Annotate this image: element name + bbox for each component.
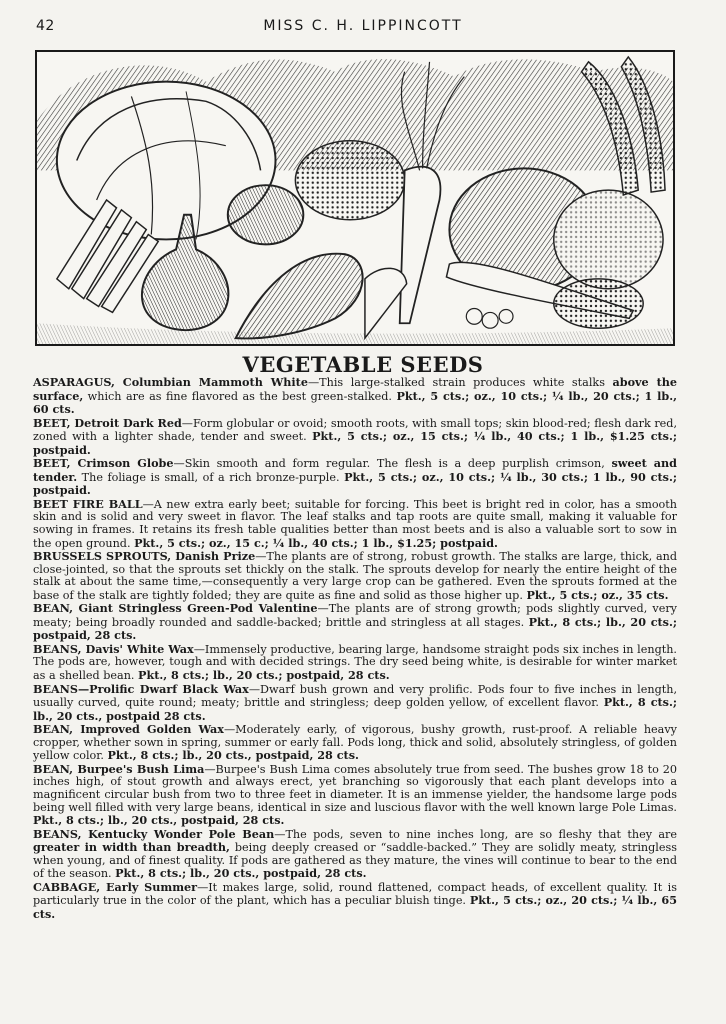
entry-description: —The pods, seven to nine inches long, are so fleshy that they are [274,827,677,841]
entry-beans-black-wax [33,683,677,724]
entry-description: —It makes large, solid, round flattened, compact heads, of excellent quality. It is particularly true in the color of the plant, which has a peculiar bluish tinge. [33,880,677,908]
entry-description-cont: being deeply creased or “saddle-backed.” They are solidly meaty, stringless when young, and of finest quality. If pods are gathered as they mature, the vines will continue to bear to the end of the season. [33,841,677,881]
catalog-entries [33,376,677,921]
entry-description: —A new extra early beet; suitable for forcing. This beet is bright red in color, has a smooth skin and is solid and very sweet in flavor. The leaf stalks and tap roots are quite small, making it valuable for sowing in frames. It retains its fresh table qualities better than most beets and is also a valuable sort to sow in the open ground. [33,497,677,550]
vegetable-illustration [35,50,675,346]
section-title: VEGETABLE SEEDS [242,352,484,377]
entry-name: BEAN, Giant Stringless Green-Pod Valentine [33,601,318,616]
entry-description: —Dwarf bush grown and very prolific. Pods four to five inches in length, usually curved, quite round; meaty; brittle and stringless; deep golden yellow, of excellent flavor. [33,682,678,710]
entry-description: —Form globular or ovoid; smooth roots, with small tops; skin blood-red; flesh dark red, zoned with a lighter shade, tender and sweet. [33,416,677,444]
entry-price: Pkt., 8 cts.; lb., 20 cts., postpaid, 28 cts. [115,866,367,881]
entry-price: Pkt., 5 cts.; oz., 15 cts.; ¼ lb., 40 cts.; 1 lb., $1.25 cts.; postpaid. [33,429,677,457]
entry-name: BEAN, Burpee's Bush Lima [33,761,205,776]
entry-description: —This large-stalked strain produces white stalks [307,376,613,389]
entry-name: ASPARAGUS, Columbian Mammoth White [33,375,308,389]
entry-emphasis: above the surface, [33,375,677,403]
entry-name: BEET, Crimson Globe [33,456,174,471]
entry-description: —Burpee's Bush Lima comes absolutely true from seed. The bushes grow 18 to 20 inches high, of stout growth and always erect, yet branching so vigorously that each plant develops into a magnificent circular bush from two to three feet in diameter. It is an immense yielder, the handsome large pods being well filled with very large beans, identical in size and luscious flavor with the well known large Pole Limas. [33,762,677,814]
entry-asparagus [33,376,677,417]
vegetable-still-life-engraving [37,52,673,344]
entry-name: CABBAGE, Early Summer [33,879,198,894]
entry-beet-fire-ball [33,498,677,550]
entry-description: —The plants are of strong growth; pods slightly curved, very meaty; being broadly rounded and saddle-backed; brittle and stringless at all stages. [33,602,677,629]
running-head: MISS C. H. LIPPINCOTT [263,18,463,34]
entry-name: BEET, Detroit Dark Red [33,415,182,430]
entry-description: —The plants are of strong, robust growth. The stalks are large, thick, and close-jointed, so that the sprouts set thickly on the stalk. The sprouts develop for nearly the entire height of the stalk at about the same time,—consequently a very large crop can be gathered. Even the sprouts formed at the base of the stalk are tightly folded; they are quite as fine and solid as those higher up. [33,550,677,602]
entry-name: BEANS—Prolific Dwarf Black Wax [33,681,249,696]
page-header [36,16,690,38]
entry-name: BEANS, Davis' White Wax [33,641,194,656]
entry-price: Pkt., 8 cts.; lb., 20 cts.; postpaid, 28 cts. [138,668,390,683]
entry-description: —Moderately early, of vigorous, bushy growth, rust-proof. A reliable heavy cropper, whether sown in spring, summer or early fall. Pods long, thick and solid, absolutely stringless, of golden yellow color. [33,723,677,763]
entry-description: —Immensely productive, bearing large, handsome straight pods six inches in length. The pods are, however, tough and with decided strings. The dry seed being white, is desirable for winter market as a shelled bean. [33,642,677,683]
entry-price: Pkt., 8 cts.; lb., 20 cts., postpaid, 28 cts. [107,748,359,763]
entry-description-cont: which are as fine flavored as the best green-stalked. [83,389,397,403]
entry-price: Pkt., 5 cts.; oz., 35 cts. [526,587,669,602]
page-number: 42 [36,18,55,34]
entry-description-cont: The foliage is small, of a rich bronze-purple. [77,470,345,484]
entry-name: BEAN, Improved Golden Wax [33,722,224,737]
entry-beet-crimson [33,457,677,498]
entry-price: Pkt., 5 cts.; oz., 10 cts.; ¼ lb., 20 cts.; 1 lb., 60 cts. [33,388,677,417]
entry-brussels-sprouts [33,550,677,602]
entry-price: Pkt., 8 cts.; lb., 20 cts., postpaid, 28 cts. [33,813,285,828]
entry-bean-golden-wax [33,723,677,763]
entry-emphasis: greater in width than breadth, [33,840,230,855]
entry-price: Pkt., 5 cts.; oz., 20 cts.; ¼ lb., 65 cts. [33,893,677,921]
entry-name: BRUSSELS SPROUTS, Danish Prize [33,549,256,564]
entry-price: Pkt., 5 cts.; oz., 15 c.; ¼ lb., 40 cts.; 1 lb., $1.25; postpaid. [134,535,498,550]
entry-beans-davis [33,643,677,683]
entry-bean-valentine [33,602,677,643]
entry-name: BEANS, Kentucky Wonder Pole Bean [33,826,275,841]
entry-beans-kentucky [33,828,677,881]
entry-bean-bush-lima [33,763,677,828]
entry-price: Pkt., 8 cts.; lb., 20 cts.; postpaid, 28 cts. [33,614,677,643]
entry-price: Pkt., 5 cts.; oz., 10 cts.; ¼ lb., 30 cts.; 1 lb., 90 cts.; postpaid. [33,469,677,498]
entry-emphasis: sweet and tender. [33,456,677,484]
entry-name: BEET FIRE BALL [33,496,143,511]
entry-description: —Skin smooth and form regular. The flesh is a deep purplish crimson, [173,457,612,471]
entry-price: Pkt., 8 cts.; lb., 20 cts., postpaid 28 cts. [33,695,677,723]
entry-cabbage [33,881,677,922]
entry-beet-detroit [33,417,677,458]
